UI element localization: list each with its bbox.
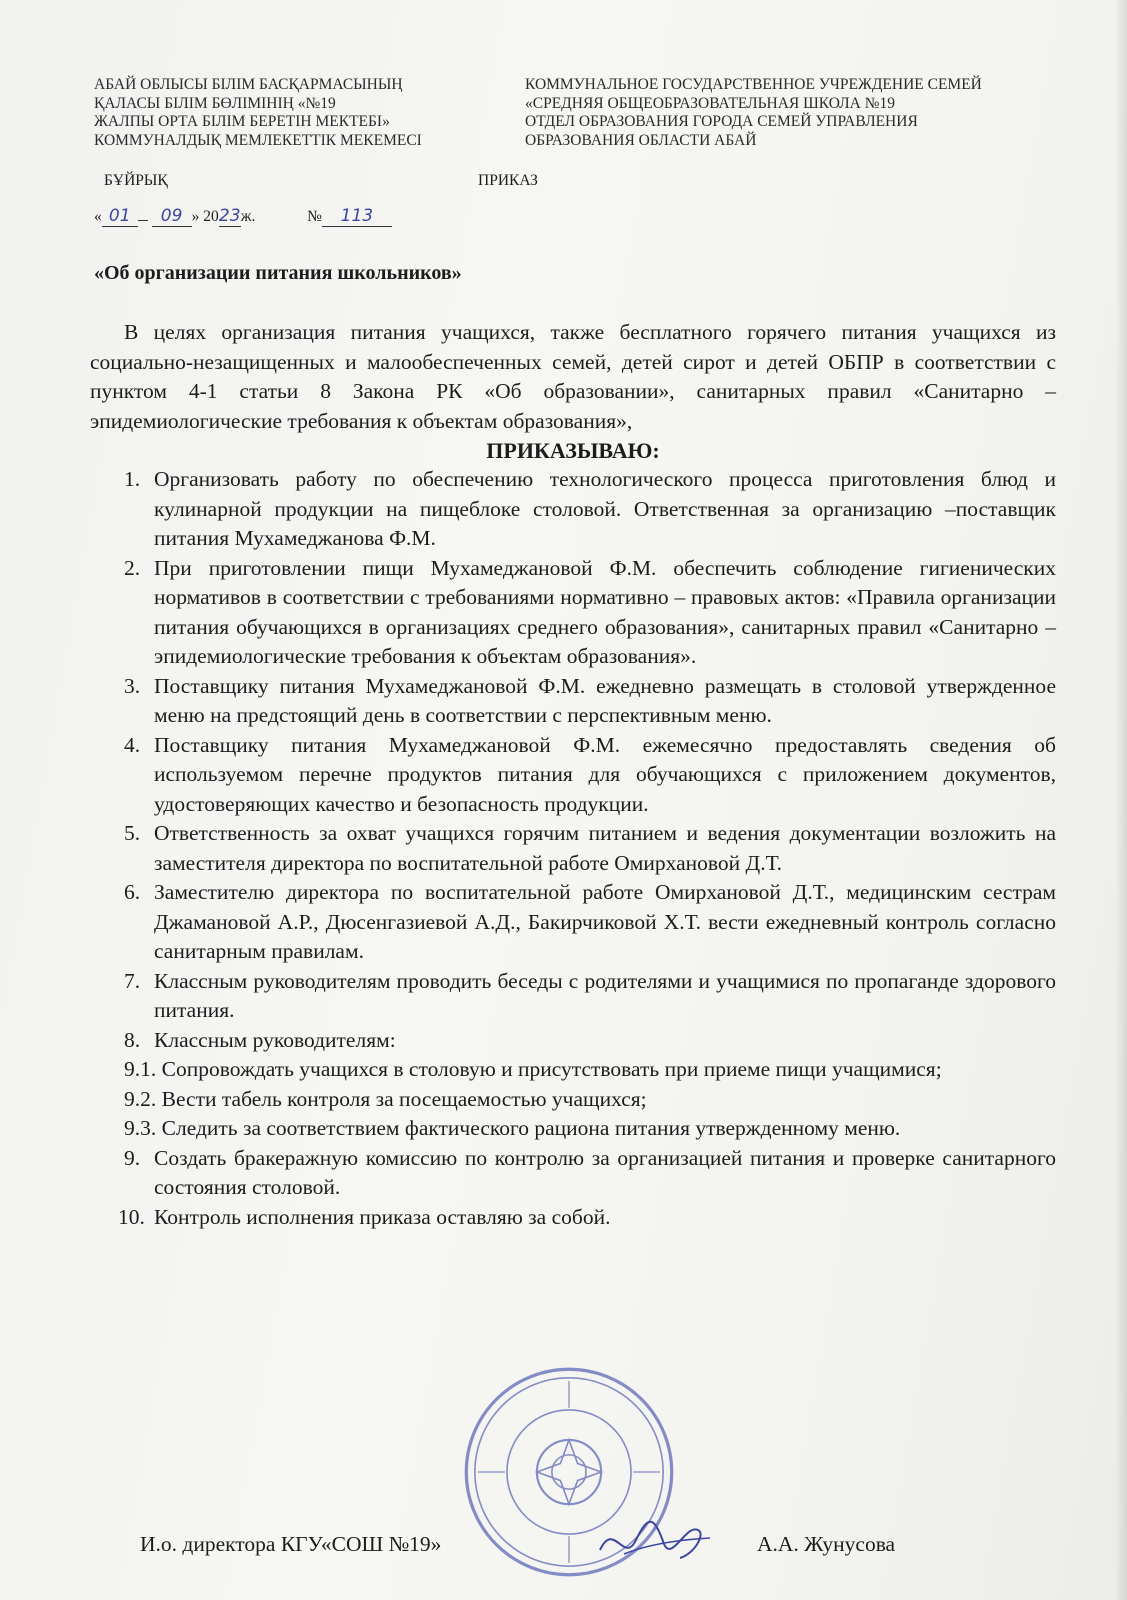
order-number-label: № xyxy=(307,208,322,225)
list-item: 8. Классным руководителям: xyxy=(124,1027,396,1052)
date-day: 01 xyxy=(102,206,138,227)
date-year-prefix: 20 xyxy=(203,208,219,225)
order-number: 113 xyxy=(322,206,392,227)
order-items xyxy=(90,465,1056,1055)
document-title: «Об организации питания школьников» xyxy=(94,262,462,284)
intro-paragraph: В целях организация питания учащихся, также бесплатного горячего питания учащихся из социально-незащищенных и малообеспеченных семей, детей сирот и детей ОБПР в соответствии с пунктом 4-1 статьи 8 Закона РК «Об образовании», санитарных правил «Санитарно –эпидемиологические требования к объектам образования», xyxy=(90,320,1056,433)
list-item: 2. При приготовлении пищи Мухамеджановой Ф.М. обеспечить соблюдение гигиенических нормативов в соответствии с требованиями нормативно – правовых актов: «Правила организации питания обучающихся в организациях среднего образования», санитарных правил «Санитарно –эпидемиологические требования к объектам образования». xyxy=(124,555,1056,668)
order-label-kz: БҰЙРЫҚ xyxy=(104,172,168,189)
header-left-line: ҚАЛАСЫ БІЛІМ БӨЛІМІНІҢ «№19 xyxy=(94,94,336,112)
order-label-ru: ПРИКАЗ xyxy=(478,172,538,189)
sub-item: 9.1. Сопровождать учащихся в столовую и присутствовать при приеме пищи учащимися; xyxy=(124,1057,942,1081)
list-item: 6. Заместителю директора по воспитательной работе Омирхановой Д.Т., медицинским сестрам Джамановой А.Р., Дюсенгазиевой А.Д., Бакирчиковой Х.Т. вести ежедневный контроль согласно санитарным правилам. xyxy=(124,880,1056,963)
header-right-ru xyxy=(525,76,1085,150)
list-item: 3. Поставщику питания Мухамеджановой Ф.М. ежедневно размещать в столовой утвержденное меню на предстоящий день в соответствии с перспективным меню. xyxy=(124,673,1056,727)
header-left-kz xyxy=(94,76,514,150)
list-item: 5. Ответственность за охват учащихся горячим питанием и ведения документации возложить на заместителя директора по воспитательной работе Омирхановой Д.Т. xyxy=(124,821,1056,875)
order-items-after xyxy=(90,1144,1056,1233)
header-right-line: КОММУНАЛЬНОЕ ГОСУДАРСТВЕННОЕ УЧРЕЖДЕНИЕ СЕМЕЙ xyxy=(525,76,982,93)
date-year-unit: ж. xyxy=(240,208,256,225)
header-left-line: ЖАЛПЫ ОРТА БІЛІМ БЕРЕТІН МЕКТЕБІ» xyxy=(94,113,390,130)
date-month: 09 xyxy=(152,206,192,227)
list-item: 4. Поставщику питания Мухамеджановой Ф.М. ежемесячно предоставлять сведения об используемом перечне продуктов питания для обучающихся с приложением документов, удостоверяющих качество и безопасность продукции. xyxy=(124,732,1056,816)
header-left-line: КОММУНАЛДЫҚ МЕМЛЕКЕТТІК МЕКЕМЕСІ xyxy=(94,131,422,149)
handwritten-signature-icon xyxy=(594,1510,714,1570)
header-left-line: АБАЙ ОБЛЫСЫ БІЛІМ БАСҚАРМАСЫНЫҢ xyxy=(94,76,403,93)
document-body xyxy=(90,318,1056,1232)
sub-item: 9.2. Вести табель контроля за посещаемостью учащихся; xyxy=(124,1086,647,1111)
header-right-line: ОБРАЗОВАНИЯ ОБЛАСТИ АБАЙ xyxy=(525,131,757,149)
header-right-line: «СРЕДНЯЯ ОБЩЕОБРАЗОВАТЕЛЬНАЯ ШКОЛА №19 xyxy=(525,94,896,112)
sub-item: 9.3. Следить за соответствием фактического рациона питания утвержденному меню. xyxy=(124,1116,901,1140)
list-item: 9. Создать бракеражную комиссию по контролю за организацией питания и проверке санитарного состояния столовой. xyxy=(124,1145,1056,1199)
date-year-suffix: 23 xyxy=(218,206,241,226)
list-item: 1. Организовать работу по обеспечению технологического процесса приготовления блюд и кулинарной продукции на пищеблоке столовой. Ответственная за организацию –поставщик питания Мухамеджанова Ф.М. xyxy=(124,467,1056,550)
signatory-position: И.о. директора КГУ«СОШ №19» xyxy=(140,1532,442,1556)
signatory-name: А.А. Жунусова xyxy=(757,1532,896,1556)
list-item: 7. Классным руководителям проводить беседы с родителями и учащимися по пропаганде здорового питания. xyxy=(124,968,1056,1022)
header-right-line: ОТДЕЛ ОБРАЗОВАНИЯ ГОРОДА СЕМЕЙ УПРАВЛЕНИЯ xyxy=(525,113,918,130)
list-item: 10. Контроль исполнения приказа оставляю за собой. xyxy=(118,1204,611,1229)
order-date-line: « 01 09 » 2023ж. № 113 xyxy=(94,206,392,227)
prikazyvayu-heading: ПРИКАЗЫВАЮ: xyxy=(486,438,660,463)
